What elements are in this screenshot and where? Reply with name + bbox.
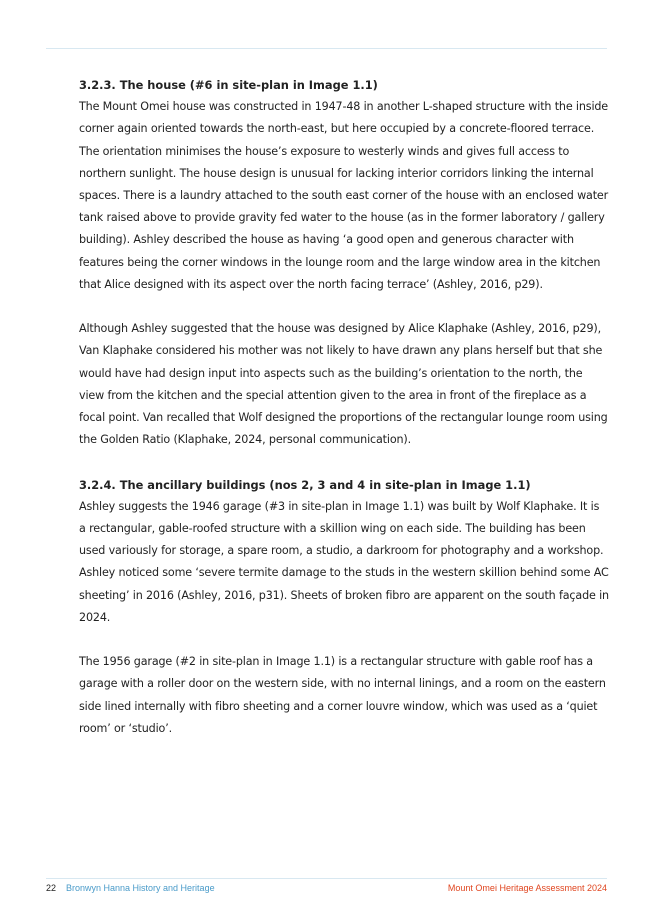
footer-document-title: Mount Omei Heritage Assessment 2024 xyxy=(447,883,607,893)
section-heading-house: 3.2.3. The house (#6 in site-plan in Image 1.1) xyxy=(79,78,378,92)
paragraph-1956-garage: The 1956 garage (#2 in site-plan in Image 1.1) is a rectangular structure with gable roof has a garage with a roller door on the western side, with no internal linings, and a room on the eastern side lined internally with fibro sheeting and a corner louvre window, which was used as a ‘quiet room’ or ‘studio’. xyxy=(79,655,606,735)
footer-rule xyxy=(46,878,607,879)
page-footer xyxy=(46,880,607,896)
page-content xyxy=(79,74,609,740)
page-number: 22 xyxy=(46,883,57,893)
footer-author: Bronwyn Hanna History and Heritage xyxy=(66,883,215,893)
paragraph-house-construction: The Mount Omei house was constructed in 1947-48 in another L-shaped structure with the inside corner again oriented towards the north-east, but here occupied by a concrete-floored terrace. The orientation minimises the house’s exposure to westerly winds and gives full access to northern sunlight. The house design is unusual for lacking interior corridors linking the internal spaces. There is a laundry attached to the south east corner of the house with an enclosed water tank raised above to provide gravity fed water to the house (as in the former laboratory / gallery building). Ashley described the house as having ‘a good open and generous character with features being the corner windows in the lounge room and the large window area in the kitchen that Alice designed with its aspect over the north facing terrace’ (Ashley, 2016, p29). xyxy=(79,100,609,291)
paragraph-1946-garage: Ashley suggests the 1946 garage (#3 in site-plan in Image 1.1) was built by Wolf Klaphake. It is a rectangular, gable-roofed structure with a skillion wing on each side. The building has been used variously for storage, a spare room, a studio, a darkroom for photography and a workshop. Ashley noticed some ‘severe termite damage to the studs in the western skillion behind some AC sheeting’ in 2016 (Ashley, 2016, p31). Sheets of broken fibro are apparent on the south façade in 2024. xyxy=(79,499,609,624)
section-heading-ancillary: 3.2.4. The ancillary buildings (nos 2, 3 and 4 in site-plan in Image 1.1) xyxy=(79,477,531,492)
paragraph-house-design: Although Ashley suggested that the house was designed by Alice Klaphake (Ashley, 2016, p29), Van Klaphake considered his mother was not likely to have drawn any plans herself but that she would have had design input into aspects such as the building’s orientation to the north, the view from the kitchen and the special attention given to the area in front of the fireplace as a focal point. Van recalled that Wolf designed the proportions of the rectangular lounge room using the Golden Ratio (Klaphake, 2024, personal communication). xyxy=(79,322,608,447)
header-rule xyxy=(46,48,607,49)
